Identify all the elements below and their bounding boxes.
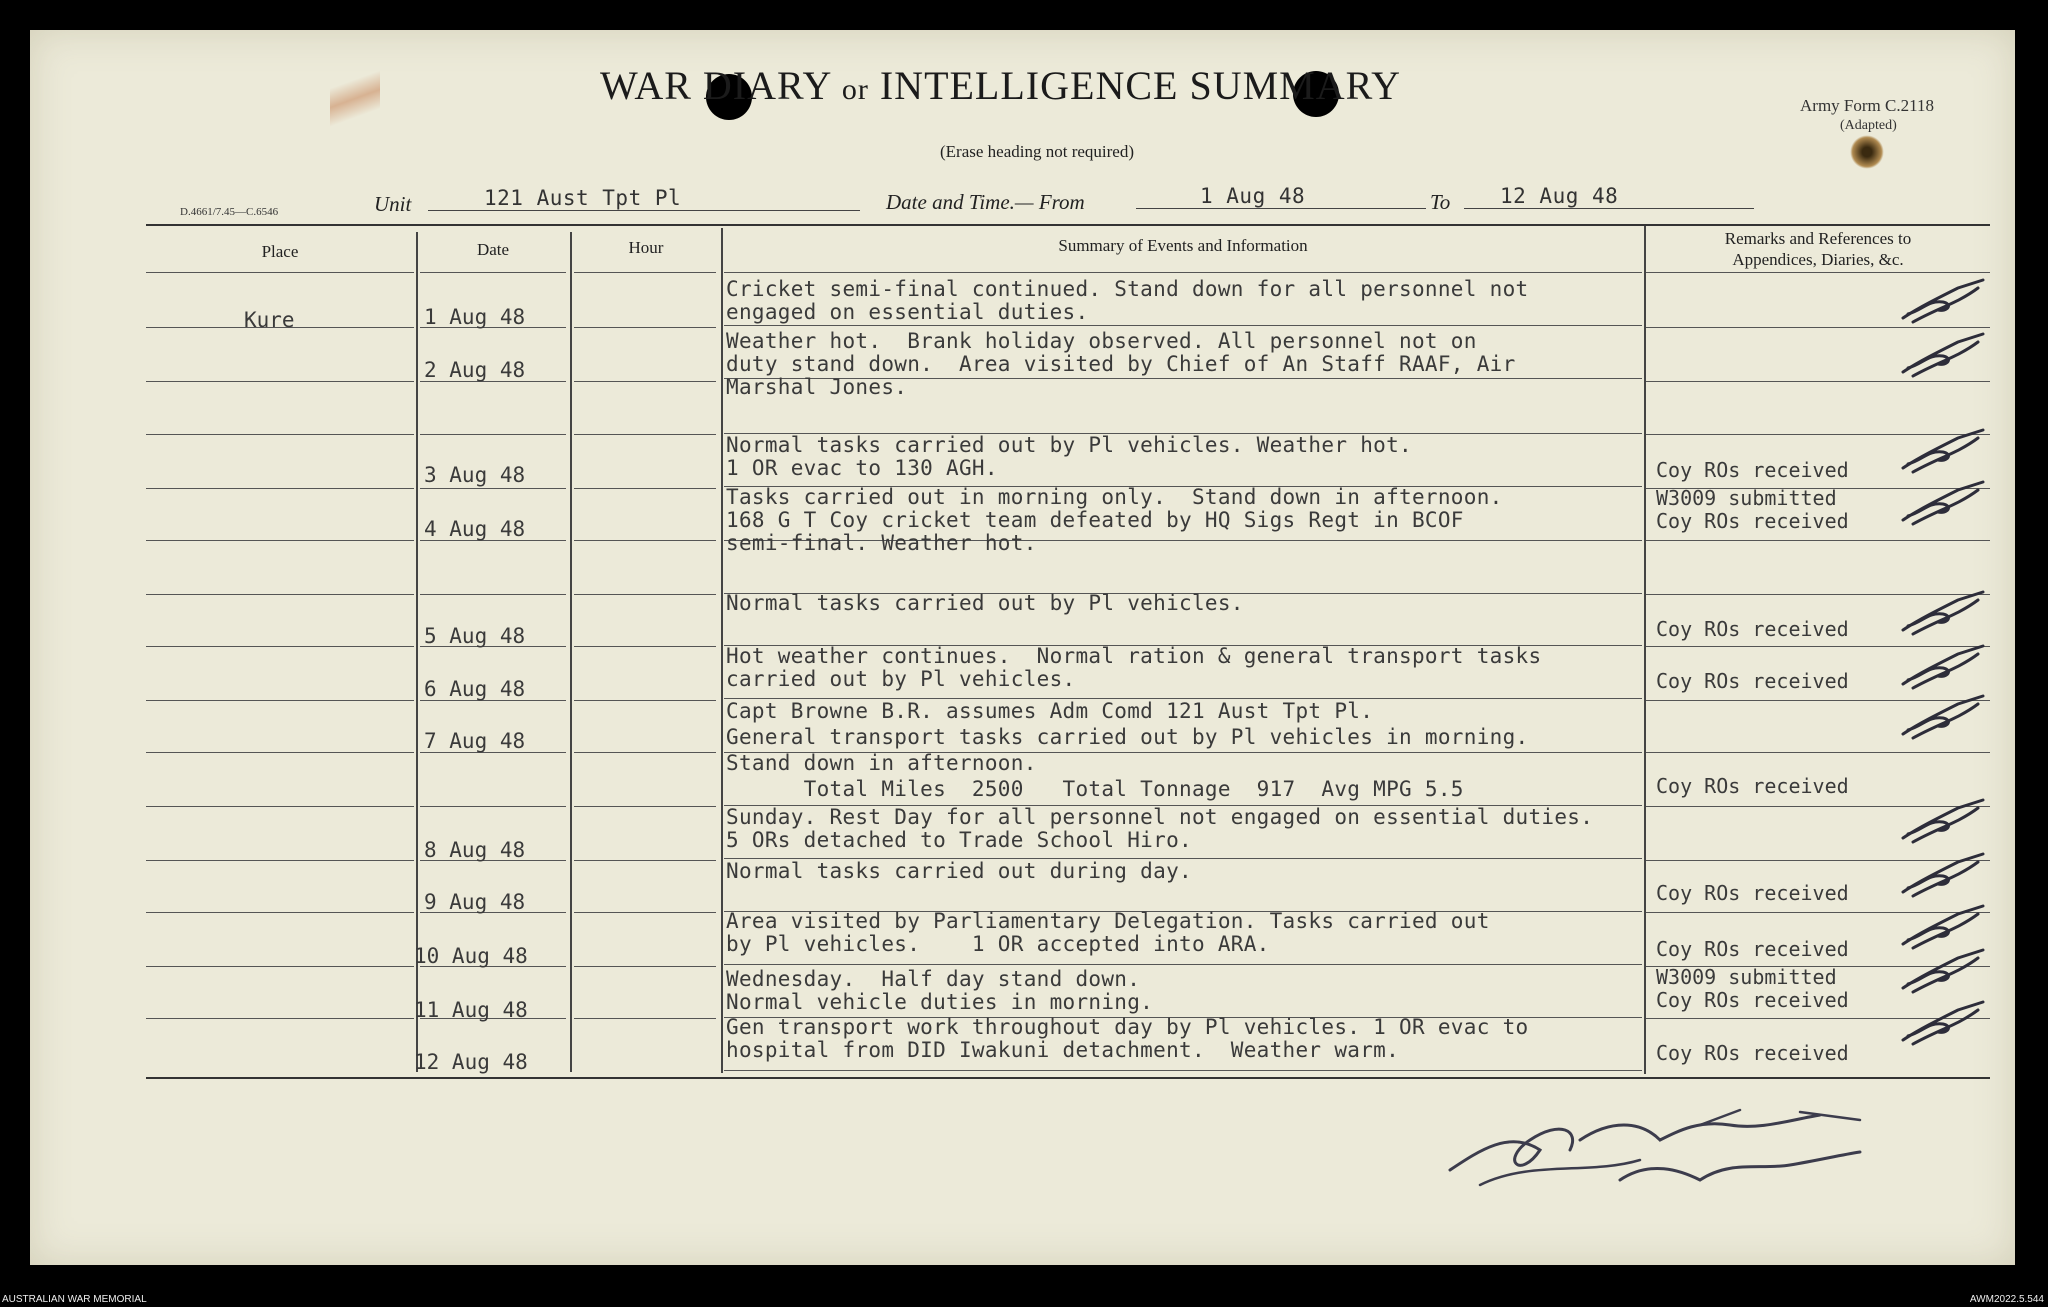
rule-line [574,966,716,967]
diary-date: 10 Aug 48 [414,944,528,968]
title-intelligence-summary: INTELLIGENCE SUMMARY [879,63,1401,108]
diary-entry: Tasks carried out in morning only. Stand down in afternoon. 168 G T Coy cricket team defeated by HQ Sigs Regt in BCOF semi-final. Weather hot. [726,485,1503,555]
rule-line [724,1070,1642,1071]
diary-entry: Area visited by Parliamentary Delegation. Tasks carried out by Pl vehicles. 1 OR accepted into ARA. [726,909,1490,956]
rule-line [574,752,716,753]
rule-line [1646,272,1990,273]
initials-mark [1898,644,1988,694]
unit-value: 121 Aust Tpt Pl [484,186,682,210]
initials-mark [1898,1000,1988,1050]
diary-date: 5 Aug 48 [424,624,526,648]
diary-entry: Wednesday. Half day stand down. Normal vehicle duties in morning. [726,967,1154,1014]
rule-line [574,540,716,541]
initials-mark [1898,948,1988,998]
remark: Coy ROs received [1656,1041,1849,1065]
date-time-label: Date and Time.— From [886,190,1085,214]
initials-mark [1898,428,1988,478]
signature [1440,1090,1890,1200]
diary-date: 6 Aug 48 [424,677,526,701]
title-war-diary: WAR DIARY [600,63,831,108]
col-remarks [1646,228,1990,270]
diary-entry: Normal tasks carried out by Pl vehicles. [726,591,1244,615]
remark: Coy ROs received [1656,669,1849,693]
col-hour: Hour [628,238,664,257]
rule-line [724,964,1642,965]
rule-line [146,700,414,701]
rule-line [146,752,414,753]
remark: Coy ROs received [1656,458,1849,482]
initials-mark [1898,590,1988,640]
diary-entry: Gen transport work throughout day by Pl vehicles. 1 OR evac to hospital from DID Iwakuni detachment. Weather warm. [726,1015,1529,1062]
rule-line [420,434,566,435]
rule-line [724,325,1642,326]
diary-date: 7 Aug 48 [424,729,526,753]
remark: Coy ROs received [1656,617,1849,641]
initials-mark [1898,904,1988,954]
subtitle: (Erase heading not required) [940,142,1134,161]
rule-line [146,540,414,541]
rule-line [146,1018,414,1019]
rule-line [420,488,566,489]
rust-stain [330,50,380,160]
remark: W3009 submitted Coy ROs received [1656,486,1849,533]
diary-date: 4 Aug 48 [424,517,526,541]
col-remarks-line2: Appendices, Diaries, &c. [1732,250,1904,269]
rule-line [724,272,1642,273]
place-kure: Kure [244,308,295,332]
diary-entry: Normal tasks carried out by Pl vehicles. Weather hot. 1 OR evac to 130 AGH. [726,433,1412,480]
rule-line [1646,752,1990,753]
initials-mark [1898,798,1988,848]
form-reference: Army Form C.2118 [1800,96,1934,115]
diary-entry: Capt Browne B.R. assumes Adm Comd 121 Aust Tpt Pl. General transport tasks carried out by Pl vehicles in morning. Stand down in afternoon. Total Miles 2500 Total Tonnage 917 Avg MPG 5.5 [726,699,1529,801]
initials-mark [1898,694,1988,744]
diary-date: 11 Aug 48 [414,998,528,1022]
col-remarks-line1: Remarks and References to [1724,229,1912,248]
rule-line [574,646,716,647]
to-value: 12 Aug 48 [1500,184,1619,208]
rule-line [146,860,414,861]
print-reference: D.4661/7.45—C.6546 [180,206,279,218]
document-title [600,62,1401,109]
rule-line [574,806,716,807]
rule-line [146,594,414,595]
diary-date: 8 Aug 48 [424,838,526,862]
diary-date: 1 Aug 48 [424,305,526,329]
remark: W3009 submitted Coy ROs received [1656,965,1849,1012]
rule-line [146,488,414,489]
col-date: Date [476,240,510,259]
initials-mark [1898,480,1988,530]
to-label: To [1430,190,1451,214]
form-subreference: (Adapted) [1840,118,1897,133]
rule-line [146,381,414,382]
col-summary: Summary of Events and Information [1058,236,1308,255]
rule-line [146,912,414,913]
rule-line [420,806,566,807]
rule-line [574,381,716,382]
diary-date: 9 Aug 48 [424,890,526,914]
rule-line [574,594,716,595]
rule-line [574,1018,716,1019]
diary-entry: Sunday. Rest Day for all personnel not engaged on essential duties. 5 ORs detached to Trade School Hiro. [726,805,1594,852]
rule-line [420,594,566,595]
rule-line [420,272,566,273]
footer-accession: AWM2022.5.544 [1969,1294,2044,1305]
rule-line [574,272,716,273]
remark: Coy ROs received [1656,881,1849,905]
from-value: 1 Aug 48 [1200,184,1306,208]
unit-label: Unit [374,192,412,216]
diary-entry: Hot weather continues. Normal ration & general transport tasks carried out by Pl vehicles. [726,644,1542,691]
rule-line [146,806,414,807]
rust-stain [1850,135,1884,169]
diary-date: 12 Aug 48 [414,1050,528,1074]
footer-institution: AUSTRALIAN WAR MEMORIAL [2,1294,147,1305]
diary-entry: Normal tasks carried out during day. [726,859,1192,883]
initials-mark [1898,852,1988,902]
title-or: or [841,73,869,106]
diary-entry: Cricket semi-final continued. Stand down for all personnel not engaged on essential duties. [726,277,1529,324]
rule-line [146,272,414,273]
diary-date: 3 Aug 48 [424,463,526,487]
initials-mark [1898,332,1988,382]
rule-line [574,434,716,435]
remark: Coy ROs received [1656,937,1849,961]
rule-line [1646,540,1990,541]
rule-line [146,966,414,967]
rule-line [146,434,414,435]
rule-line [574,860,716,861]
rule-line [146,646,414,647]
initials-mark [1898,278,1988,328]
rule-line [574,700,716,701]
rule-line [574,488,716,489]
col-place: Place [261,242,299,261]
diary-entry: Weather hot. Brank holiday observed. All personnel not on duty stand down. Area visited by Chief of An Staff RAAF, Air Marshal Jones. [726,329,1516,399]
rule-line [574,327,716,328]
remark: Coy ROs received [1656,774,1849,798]
diary-date: 2 Aug 48 [424,358,526,382]
rule-line [574,912,716,913]
